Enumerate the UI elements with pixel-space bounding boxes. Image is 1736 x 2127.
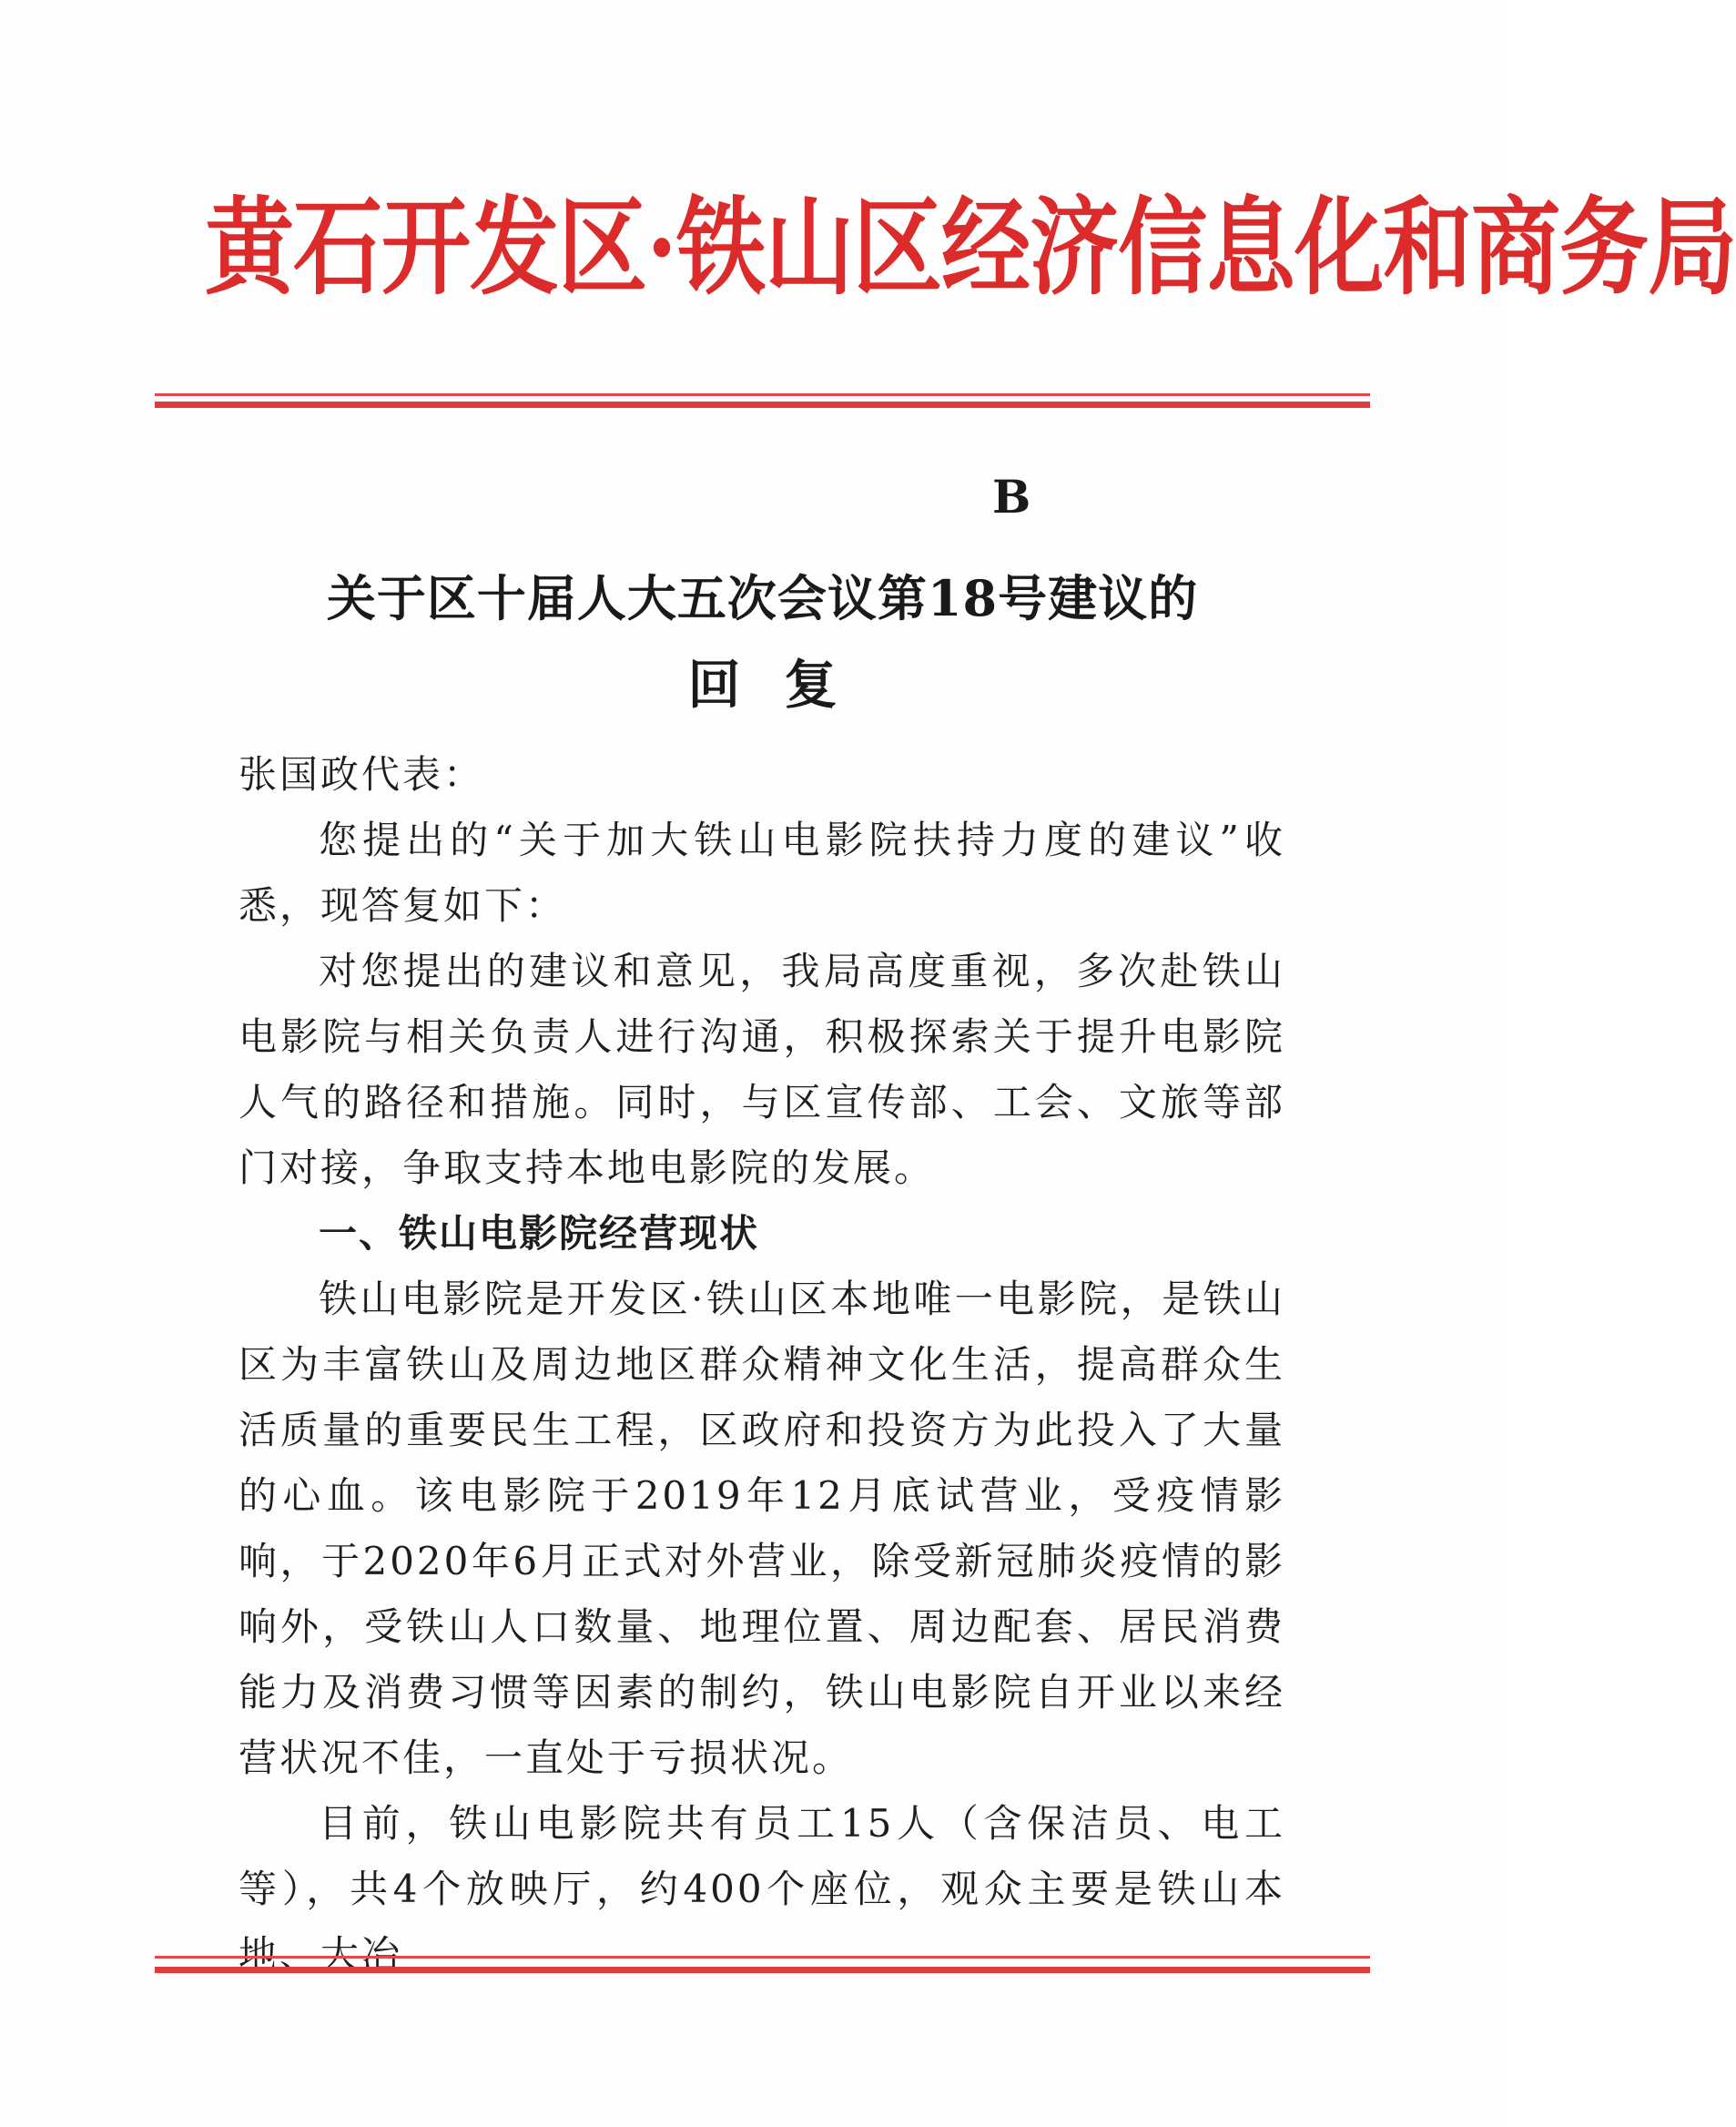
letterhead-divider-top <box>155 393 1370 396</box>
document-title-line2: 回复 <box>687 654 881 716</box>
paragraph-receipt: 您提出的“关于加大铁山电影院扶持力度的建议”收悉，现答复如下： <box>239 818 1285 928</box>
paragraph-status: 铁山电影院是开发区·铁山区本地唯一电影院，是铁山区为丰富铁山及周边地区群众精神文化生活，提高群众生活质量的重要民生工程，区政府和投资方为此投入了大量的心血。该电影院于2019年12月底试营业，受疫情影响，于2020年6月正式对外营业，除受新冠肺炎疫情的影响外，受铁山人口数量、地理位置、周边配套、居民消费能力及消费习惯等因素的制约，铁山电影院自开业以来经营状况不佳，一直处于亏损状况。 <box>239 1277 1285 1780</box>
document-body <box>239 742 1285 1988</box>
section-heading: 一、铁山电影院经营现状 <box>319 1211 760 1256</box>
paragraph-response: 对您提出的建议和意见，我局高度重视，多次赴铁山电影院与相关负责人进行沟通，积极探索关于提升电影院人气的路径和措施。同时，与区宣传部、工会、文旅等部门对接，争取支持本地电影院的发展。 <box>239 949 1285 1190</box>
paragraph-current: 目前，铁山电影院共有员工15人（含保洁员、电工等），共4个放映厅，约400个座位，观众主要是铁山本地、大冶 <box>239 1801 1285 1977</box>
document-title-line1: 关于区十届人大五次会议第18号建议的 <box>326 569 1199 627</box>
footer-divider-bottom <box>155 1967 1370 1973</box>
footer-divider-top <box>155 1956 1370 1959</box>
category-mark: B <box>992 470 1031 524</box>
letterhead-divider-bottom <box>155 402 1370 408</box>
letterhead-title: 黄石开发区·铁山区经济信息化和商务局 <box>205 186 1736 310</box>
salutation: 张国政代表： <box>239 752 485 797</box>
